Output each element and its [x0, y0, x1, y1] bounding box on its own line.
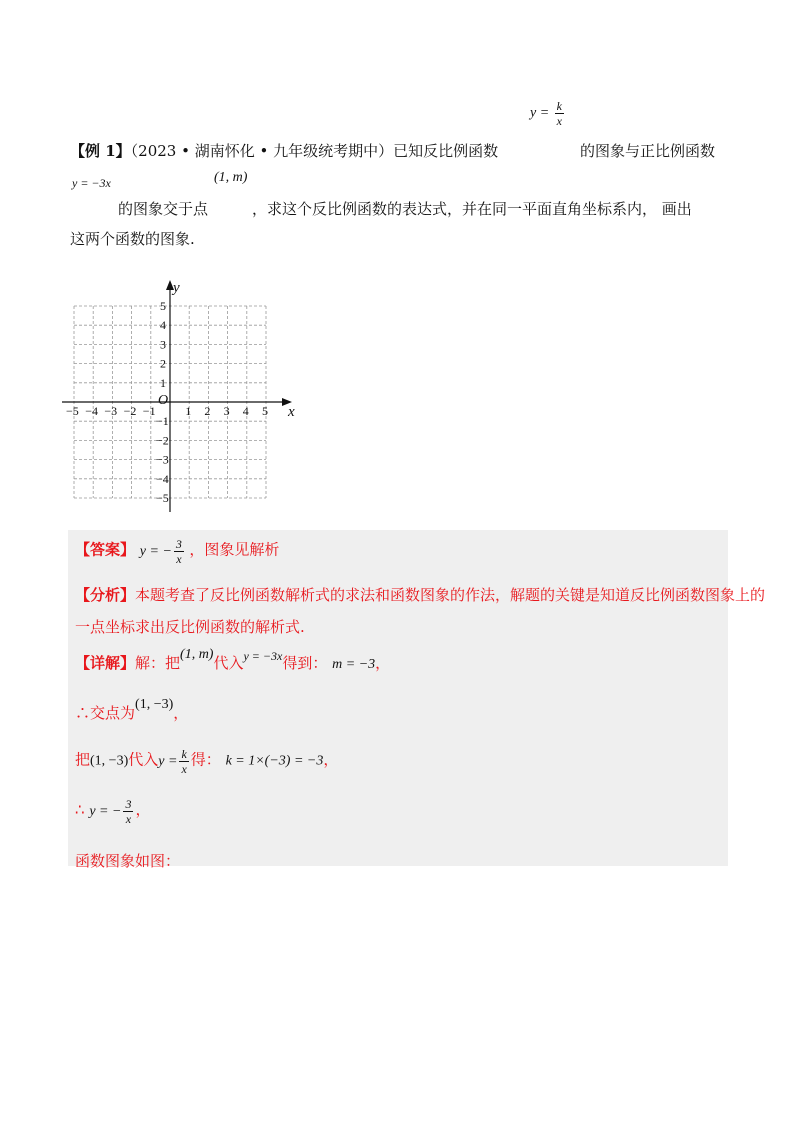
formula-lhs: y =: [530, 105, 550, 121]
result-end: ，: [135, 800, 151, 819]
detail-text-c: 得到：: [282, 654, 328, 672]
substitution-line: [75, 748, 338, 775]
formula-point: (1, m): [214, 170, 248, 185]
answer-line: [75, 538, 279, 565]
detail-label: 【详解】: [75, 654, 136, 672]
detail-text-a: 解：把: [135, 654, 181, 672]
sub-denominator: x: [181, 762, 187, 776]
formula-fraction: [555, 100, 564, 127]
graph-caption: 函数图象如图：: [75, 852, 181, 870]
intersect-text: 交点为: [90, 704, 136, 722]
x-tick-label: 5: [262, 404, 268, 418]
x-tick-label: 2: [204, 404, 211, 418]
x-tick-label: 3: [223, 404, 230, 418]
intersect-line: [75, 697, 189, 723]
analysis-label: 【分析】: [75, 586, 136, 604]
x-tick-label: 1: [185, 404, 192, 418]
sub-text-a: 把: [75, 750, 91, 769]
answer-numerator: 3: [175, 537, 182, 551]
origin-label: O: [158, 393, 169, 408]
fraction-numerator: k: [556, 99, 562, 113]
question-line2b: ，求这个反比例函数的表达式，并在同一平面直角坐标系内， 画出: [252, 200, 692, 218]
y-tick-label: 4: [160, 318, 166, 333]
sub-text-b: 代入: [128, 750, 159, 769]
x-tick-label: 4: [242, 404, 249, 418]
y-tick-label: 2: [160, 356, 166, 371]
detail-func: y = −3x: [243, 649, 283, 663]
detail-line: [75, 647, 391, 673]
question-line3: 这两个函数的图象.: [70, 230, 195, 248]
y-tick-label: −5: [156, 491, 169, 505]
y-tick-label: −1: [156, 414, 169, 429]
answer-text: ，图象见解析: [189, 540, 280, 559]
question-line1-tail: 的图象与正比例函数: [580, 142, 716, 160]
intersect-point: (1, −3): [135, 697, 174, 712]
detail-end: ，: [375, 654, 391, 672]
sub-point: (1, −3): [90, 753, 129, 769]
question-source: （2023 • 湖南怀化 • 九年级统考期中）已知反比例函数: [130, 142, 499, 160]
example-label: 【例 1】: [70, 142, 131, 160]
fraction-denominator: x: [556, 114, 562, 128]
answer-formula: [139, 537, 190, 566]
answer-label: 【答案】: [75, 540, 136, 559]
x-tick-label: −1: [142, 404, 156, 418]
result-formula: [89, 797, 135, 826]
y-axis-label: y: [173, 280, 180, 296]
y-tick-label: −3: [156, 452, 169, 467]
y-tick-label: −2: [156, 433, 169, 448]
sub-formula-lhs: y =: [158, 753, 178, 769]
analysis-text-1: 本题考查了反比例函数解析式的求法和函数图象的作法，解题的关键是知道反比例函数图象上的: [135, 586, 766, 604]
formula-top: [530, 100, 566, 127]
x-tick-label: −4: [85, 404, 98, 418]
detail-m-value: m = −3: [332, 657, 376, 672]
answer-denominator: x: [176, 552, 182, 566]
y-tick-label: 3: [160, 337, 166, 352]
sub-numerator: k: [181, 747, 187, 761]
analysis-line1: [75, 584, 765, 605]
sub-formula: [158, 747, 191, 776]
result-denominator: x: [125, 812, 132, 826]
y-tick-label: 1: [160, 375, 166, 390]
axis-labels: [66, 280, 295, 505]
question-line1: [70, 140, 498, 161]
y-tick-label: 5: [160, 299, 166, 313]
intersect-end: ，: [173, 704, 189, 722]
result-line: [75, 798, 150, 825]
x-axis-label: x: [288, 404, 295, 420]
coordinate-grid: [62, 262, 302, 512]
therefore-symbol: ∴: [75, 704, 91, 722]
detail-point: (1, m): [180, 647, 214, 662]
analysis-line2: 一点坐标求出反比例函数的解析式.: [75, 618, 305, 636]
x-tick-label: −3: [104, 404, 118, 418]
result-formula-lhs: y = −: [89, 803, 122, 819]
x-tick-label: −5: [66, 404, 79, 418]
result-numerator: 3: [125, 797, 132, 811]
y-tick-label: −4: [156, 471, 169, 486]
sub-calc: k = 1×(−3) = −3: [225, 753, 324, 769]
x-tick-label: −2: [123, 404, 137, 418]
therefore-symbol-2: ∴: [75, 800, 85, 819]
sub-end: ，: [323, 750, 339, 769]
question-line2a: 的图象交于点: [118, 200, 209, 218]
formula-linear: y = −3x: [72, 176, 111, 190]
answer-formula-lhs: y = −: [139, 543, 172, 559]
sub-text-c: 得：: [190, 750, 221, 769]
detail-text-b: 代入: [213, 654, 244, 672]
axes: [62, 280, 292, 512]
